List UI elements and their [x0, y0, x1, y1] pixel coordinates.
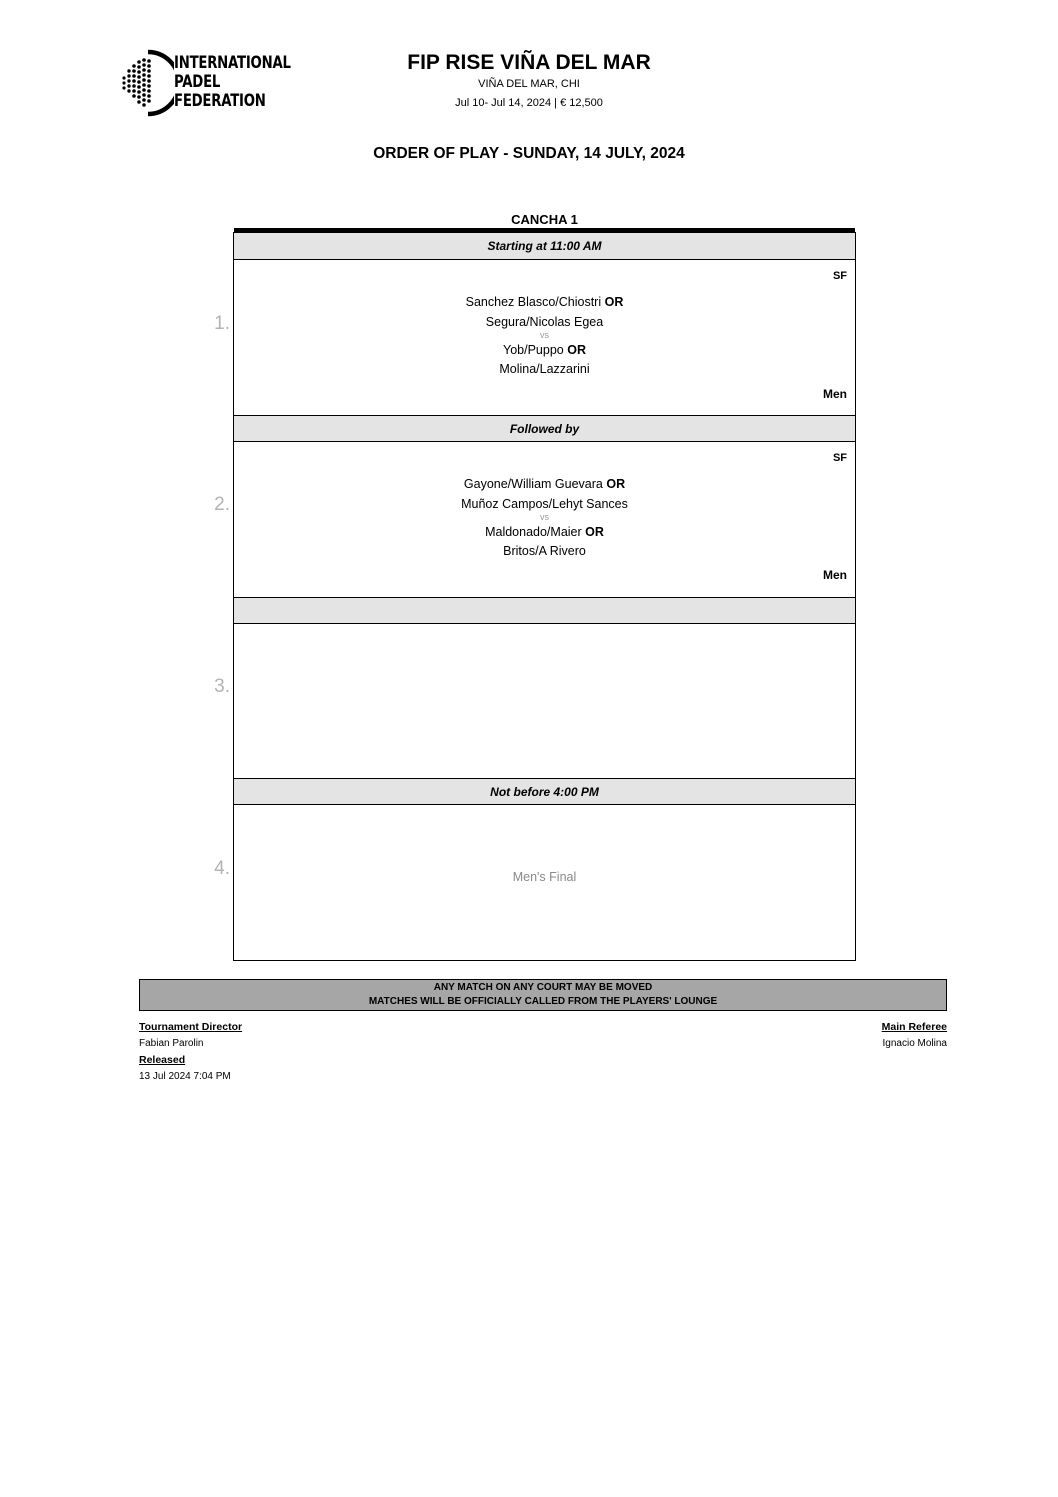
- slot-2-team2-line1: Maldonado/Maier OR: [485, 525, 604, 539]
- tournament-title: FIP RISE VIÑA DEL MAR: [407, 51, 651, 74]
- logo-text-line2: PADEL: [174, 72, 221, 92]
- notice-line2: MATCHES WILL BE OFFICIALLY CALLED FROM THE PLAYERS' LOUNGE: [368, 996, 718, 1007]
- slot-2-round: SF: [832, 452, 847, 464]
- slot-3-number: 3.: [214, 676, 230, 697]
- slot-1-number: 1.: [214, 313, 230, 334]
- logo-text-line3: FEDERATION: [174, 91, 266, 111]
- slot-2-vs: vs: [540, 512, 549, 522]
- slot-4-number: 4.: [214, 858, 230, 879]
- released-timestamp: 13 Jul 2024 7:04 PM: [139, 1071, 231, 1082]
- slot-2-team1-line2: Muñoz Campos/Lehyt Sances: [461, 497, 628, 511]
- court-schedule: [214, 232, 856, 961]
- slot-1-header: Starting at 11:00 AM: [234, 233, 855, 260]
- slot-1-category: Men: [823, 387, 847, 401]
- fip-logo: [118, 48, 291, 118]
- padel-ball-icon: [118, 48, 174, 118]
- notice-banner: [139, 979, 947, 1011]
- main-referee-name: Ignacio Molina: [882, 1038, 947, 1049]
- tournament-director-label: Tournament Director: [139, 1021, 243, 1033]
- slot-2-team1-line1: Gayone/William Guevara OR: [463, 477, 626, 491]
- slot-1-team1-line2: Segura/Nicolas Egea: [485, 315, 604, 329]
- tournament-dates-prize: Jul 10- Jul 14, 2024 | € 12,500: [455, 97, 603, 109]
- slot-2-header: Followed by: [234, 415, 855, 442]
- tournament-director-name: Fabian Parolin: [139, 1038, 204, 1049]
- slot-1-vs: vs: [540, 330, 549, 340]
- released-label: Released: [139, 1054, 186, 1066]
- tournament-location: VIÑA DEL MAR, CHI: [478, 78, 580, 90]
- logo-text-line1: INTERNATIONAL: [174, 53, 291, 73]
- slot-4-header: Not before 4:00 PM: [234, 778, 855, 805]
- slot-4-placeholder: Men's Final: [512, 870, 577, 884]
- main-referee-label: Main Referee: [881, 1021, 947, 1033]
- slot-1-team2-line2: Molina/Lazzarini: [499, 362, 590, 376]
- court-name: CANCHA 1: [511, 212, 578, 227]
- slot-2-number: 2.: [214, 494, 230, 515]
- slot-2-team2-line2: Britos/A Rivero: [503, 544, 586, 558]
- slot-1-team2-line1: Yob/Puppo OR: [503, 343, 586, 357]
- slot-3-header: [234, 597, 855, 624]
- slot-1-team1-line1: Sanchez Blasco/Chiostri OR: [465, 295, 624, 309]
- slot-1-round: SF: [832, 270, 847, 282]
- slot-2-category: Men: [823, 568, 847, 582]
- order-of-play-title: ORDER OF PLAY - SUNDAY, 14 JULY, 2024: [373, 145, 685, 162]
- notice-line1: ANY MATCH ON ANY COURT MAY BE MOVED: [433, 982, 653, 993]
